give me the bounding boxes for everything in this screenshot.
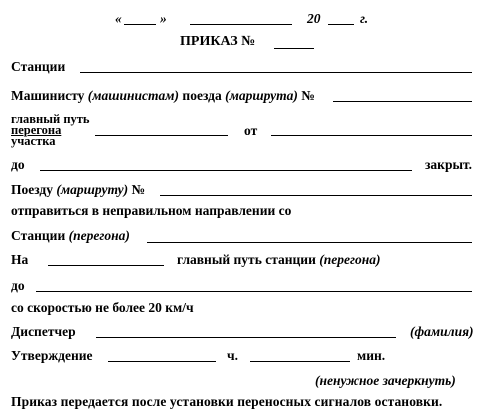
- strike-note: (ненужное зачеркнуть): [315, 373, 456, 388]
- train-number-blank[interactable]: [333, 101, 472, 102]
- to-label: до: [11, 157, 25, 172]
- month-blank[interactable]: [190, 24, 292, 25]
- dispatcher-label: Диспетчер: [11, 324, 76, 339]
- from-blank[interactable]: [271, 135, 472, 136]
- day-blank[interactable]: [124, 24, 156, 25]
- track-blank[interactable]: [95, 135, 228, 136]
- quote-open: «: [115, 11, 122, 26]
- station2-label: Станции (перегона): [11, 228, 130, 243]
- to2-label: до: [11, 278, 25, 293]
- year-blank[interactable]: [328, 24, 354, 25]
- dispatcher-blank[interactable]: [96, 337, 396, 338]
- station-label: Станции: [11, 59, 66, 74]
- from-label: от: [244, 123, 258, 138]
- order-title: ПРИКАЗ №: [180, 34, 256, 49]
- to2-blank[interactable]: [36, 291, 472, 292]
- to-blank[interactable]: [40, 170, 412, 171]
- station-blank[interactable]: [80, 72, 472, 73]
- main-track-label: главный путь станции (перегона): [177, 252, 381, 267]
- driver-label: Машинисту (машинистам) поезда (маршрута) №: [11, 88, 315, 103]
- order-number-blank[interactable]: [274, 48, 314, 49]
- wrong-direction-label: отправиться в неправильном направлении со: [11, 203, 292, 218]
- minutes-blank[interactable]: [250, 361, 350, 362]
- hours-blank[interactable]: [108, 361, 216, 362]
- on-blank[interactable]: [48, 265, 164, 266]
- track-label-haul: перегона: [11, 123, 62, 137]
- bottom-note: Приказ передается после установки переносных сигналов остановки.: [11, 394, 443, 409]
- year-suffix: г.: [360, 11, 369, 26]
- closed-label: закрыт.: [425, 157, 472, 172]
- on-label: На: [11, 252, 29, 267]
- approval-label: Утверждение: [11, 348, 93, 363]
- speed-label: со скоростью не более 20 км/ч: [11, 300, 194, 315]
- train-label: Поезду (маршруту) №: [11, 182, 146, 197]
- train-blank[interactable]: [160, 195, 472, 196]
- track-label-top: главный путь: [11, 112, 90, 126]
- quote-close: »: [160, 11, 167, 26]
- surname-label: (фамилия): [410, 324, 474, 339]
- track-label-section: участка: [11, 134, 56, 148]
- hours-label: ч.: [227, 348, 238, 363]
- station2-blank[interactable]: [147, 242, 472, 243]
- year-prefix: 20: [307, 11, 321, 26]
- minutes-label: мин.: [357, 348, 386, 363]
